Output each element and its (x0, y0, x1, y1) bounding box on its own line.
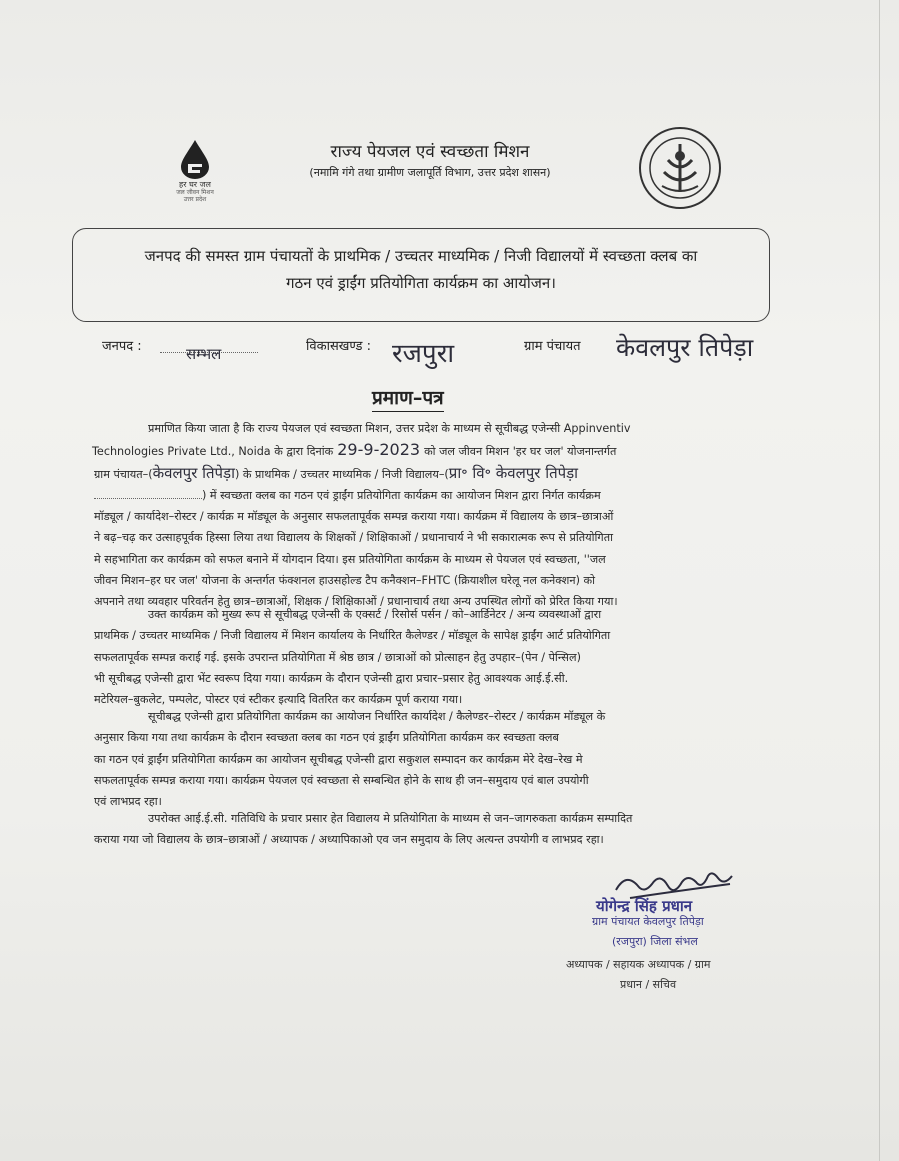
para3-line5: एवं लाभप्रद रहा। (94, 795, 162, 809)
stamp-line-3: (रजपुरा) जिला संभल (612, 935, 698, 948)
signatory-role-line-2: प्रधान / सचिव (620, 978, 677, 991)
letterhead (250, 140, 610, 182)
jal-jeevan-mission-logo (160, 138, 230, 203)
stamp-line-2: ग्राम पंचायत केवलपुर तिपेड़ा (592, 915, 704, 928)
mission-subtitle: (नमामि गंगे तथा ग्रामीण जलापूर्ति विभाग, उत्तर प्रदेश शासन) (309, 166, 551, 179)
mission-title: राज्य पेयजल एवं स्वच्छता मिशन (330, 142, 530, 162)
stamp-name: योगेन्द्र सिंह प्रधान (596, 897, 693, 915)
topic-line-1: जनपद की समस्त ग्राम पंचायतों के प्राथमिक / उच्चतर माध्यमिक / निजी विद्यालयों में स्वच्छता क्लब का (144, 247, 698, 265)
para1-line3a: ग्राम पंचायत–( (94, 467, 153, 481)
water-drop-icon (178, 138, 212, 180)
gram-panchayat-label: ग्राम पंचायत (524, 339, 581, 354)
district-label: जनपद : (102, 339, 142, 354)
up-government-emblem (638, 126, 722, 210)
logo-caption-3: उत्तर प्रदेश (183, 196, 207, 203)
paragraph-4 (94, 808, 762, 851)
block-value: रजपुरा (392, 339, 455, 369)
para2-line1: उक्त कार्यक्रम को मुख्य रूप से सूचीबद्ध एजेन्सी के एक्सर्ट / रिसोर्स पर्सन / को–आर्डिनेटर / अन्य व्यवस्थाओं द्वारा (148, 608, 602, 621)
para3-line2: अनुसार किया गया तथा कार्यक्रम के दौरान स्वच्छता क्लब का गठन एवं ड्राईंग प्रतियोगिता कार्यक्रम कर स्वच्छता क्लब (94, 731, 559, 745)
logo-caption-1: हर घर जल (179, 180, 211, 189)
signatory-role-line-1: अध्यापक / सहायक अध्यापक / ग्राम (566, 958, 711, 971)
para2-line4: भी सूचीबद्ध एजेन्सी द्वारा भेंट स्वरूप दिया गया। कार्यक्रम के दौरान एजेन्सी द्वारा प्रचार–प्रसार हेतु आवश्यक आई.ई.सी. (94, 671, 569, 685)
logo-caption-2: जल जीवन मिशन (176, 189, 214, 196)
gram-panchayat-value: केवलपुर तिपेड़ा (616, 333, 754, 362)
paragraph-3 (94, 706, 762, 812)
topic-line-2: गठन एवं ड्राईंग प्रतियोगिता कार्यक्रम का आयोजन। (286, 274, 556, 292)
page-edge (879, 0, 880, 1161)
para1-line6: ने बढ़–चढ़ कर उत्साहपूर्वक हिस्सा लिया तथा विद्यालय के शिक्षकों / शिक्षिकाओं / प्रधानाचार्य ने भी सकारात्मक रूप से प्रतियोगिता (94, 531, 613, 545)
program-topic-box (72, 228, 770, 322)
para3-line1: सूचीबद्ध एजेन्सी द्वारा प्रतियोगिता कार्यक्रम का आयोजन निर्धारित कार्यादेश / कैलेण्डर–रोस्टर / कार्यक्रम मॉड्यूल के (148, 710, 606, 723)
para4-line2: कराया गया जो विद्यालय के छात्र–छात्राओं / अध्यापक / अध्यापिकाओ एव जन समुदाय के लिए अत्यन्त उपयोगी व लाभप्रद रहा। (94, 833, 604, 847)
para3-line3: का गठन एवं ड्राईंग प्रतियोगिता कार्यक्रम का आयोजन सूचीबद्ध एजेन्सी द्वारा सकुशल सम्पादन कर कार्यक्रम मेरे देख–रेख मे (94, 752, 583, 766)
para1-line2a: Technologies Private Ltd., Noida के द्वारा दिनांक (92, 445, 334, 459)
paragraph-2 (94, 604, 762, 710)
para1-line7: मे सहभागिता कर कार्यक्रम को सफल बनाने में योगदान दिया। इस प्रतियोगिता कार्यक्रम के माध्यम से पेयजल एवं स्वच्छता, ''जल (94, 552, 606, 566)
para2-line5: मटेरियल–बुकलेट, पम्पलेट, पोस्टर एवं स्टीकर इत्यादि वितरित कर कार्यक्रम पूर्ण कराया गया। (94, 693, 463, 707)
para4-line1: उपरोक्त आई.ई.सी. गतिविधि के प्रचार प्रसार हेत विद्यालय मे प्रतियोगिता के माध्यम से जन–जागरुकता कार्यक्रम सम्पादित (148, 812, 633, 825)
para1-line3b: ) के प्राथमिक / उच्चतर माध्यमिक / निजी विद्यालय–( (234, 467, 449, 481)
para1-line9: अपनाने तथा व्यवहार परिवर्तन हेतु छात्र–छात्राओं, शिक्षक / शिक्षिकाओं / प्रधानाचार्य तथा अन्य उपस्थित लोगों को प्रेरित किया गया। (94, 595, 618, 609)
school-name-fill: प्रा॰ वि॰ केवलपुर तिपेड़ा (448, 463, 579, 482)
program-date: 29-9-2023 (337, 440, 421, 460)
paragraph-1 (94, 418, 762, 613)
para1-line8: जीवन मिशन–हर घर जल' योजना के अन्तर्गत फंक्शनल हाउसहोल्ड टैप कनैक्शन–FHTC (क्रियाशील घरेलू नल कनेक्शन) को (94, 574, 596, 588)
para1-line2b: को जल जीवन मिशन 'हर घर जल' योजनान्तर्गत (424, 445, 617, 459)
para2-line2: प्राथमिक / उच्चतर माध्यमिक / निजी विद्यालय में मिशन कार्यालय के निर्धारित कैलेण्डर / मॉड्यूल के सापेक्ष ड्राईंग आर्ट प्रतियोगिता (94, 629, 611, 643)
para3-line4: सफलतापूर्वक सम्पन्न कराया गया। कार्यक्रम पेयजल एवं स्वच्छता से सम्बन्धित होने के साथ ही जन–समुदाय एवं बाल उपयोगी (94, 773, 589, 787)
gram-panchayat-fill: केवलपुर तिपेड़ा (152, 463, 235, 482)
certificate-title: प्रमाण–पत्र (372, 384, 444, 412)
block-label: विकासखण्ड : (306, 339, 372, 354)
para2-line3: सफलतापूर्वक सम्पन्न कराई गई. इसके उपरान्त प्रतियोगिता में श्रेष्ठ छात्र / छात्राओं को प्रोत्साहन हेतु उपहार–(पेन / पेन्सिल) (94, 650, 581, 664)
para1-line1: प्रमाणित किया जाता है कि राज्य पेयजल एवं स्वच्छता मिशन, उत्तर प्रदेश के माध्यम से सूचीबद्ध एजेन्सी Appinventiv (148, 422, 631, 435)
para1-line4: ) में स्वच्छता क्लब का गठन एवं ड्राईंग प्रतियोगिता कार्यक्रम का आयोजन मिशन द्वारा निर्गत कार्यक्रम (202, 488, 601, 502)
district-value: सम्भल (186, 345, 222, 363)
para1-line5: मॉड्यूल / कार्यादेश–रोस्टर / कार्यक्र म मॉड्यूल के अनुसार सफलतापूर्वक सम्पन्न कराया गया। कार्यक्रम में विद्यालय के छात्र–छात्राओं (94, 510, 614, 524)
